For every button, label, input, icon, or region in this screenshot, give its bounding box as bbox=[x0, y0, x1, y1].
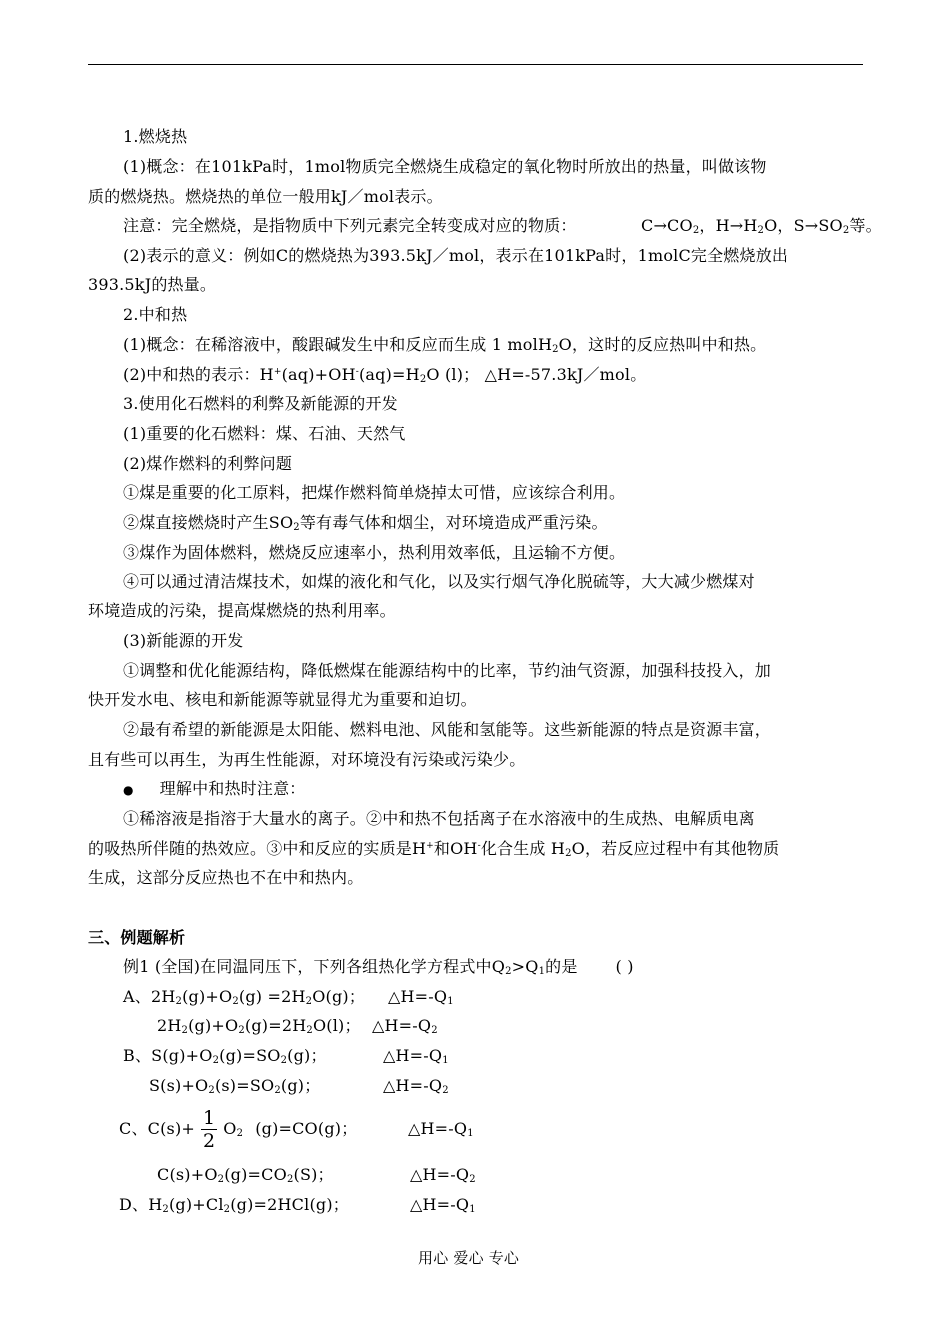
option-d-eq1: D、$H_2(g)+Cl_2(g)=2HCl(g)$； bbox=[119, 1195, 349, 1215]
text-line: 393.5kJ的热量。 bbox=[88, 275, 217, 294]
option-a-eq1: A、$2H_2(g)+O_2(g) =2H_2O(g)$； bbox=[123, 987, 366, 1007]
text-line: (2)煤作燃料的利弊问题 bbox=[123, 454, 293, 473]
text-line: ①煤是重要的化工原料，把煤作燃料简单烧掉太可惜，应该综合利用。 bbox=[123, 483, 626, 502]
option-b-dh2: $\triangle H=-Q_2$ bbox=[383, 1076, 449, 1096]
option-c-eq2: $C(s)+O_2(g)=CO_2(S)$； bbox=[157, 1165, 334, 1185]
text-line: ①调整和优化能源结构，降低燃煤在能源结构中的比率，节约油气资源，加强科技投入，加 bbox=[123, 661, 772, 680]
text-line: 生成，这部分反应热也不在中和热内。 bbox=[88, 868, 364, 887]
option-b-dh1: $\triangle H=-Q_1$ bbox=[383, 1046, 449, 1066]
option-a-eq2: $2H_2(g)+O_2(g)=2H_2O(l)$； bbox=[157, 1016, 361, 1036]
text-line: ③煤作为固体燃料，燃烧反应速率小，热利用效率低，且运输不方便。 bbox=[123, 543, 626, 562]
text-line: ②最有希望的新能源是太阳能、燃料电池、风能和氢能等。这些新能源的特点是资源丰富， bbox=[123, 720, 772, 739]
option-a-dh1: $\triangle H=-Q_1$ bbox=[388, 987, 454, 1007]
option-b-eq1: B、$S(g)+O_2(g)=SO_2(g)$； bbox=[123, 1046, 327, 1066]
text-line: (1)概念：在101kPa时，1mol物质完全燃烧生成稳定的氧化物时所放出的热量，叫做该物 bbox=[123, 157, 767, 176]
note-line: ● 理解中和热时注意： bbox=[123, 779, 306, 798]
heading-combustion-heat: 1.燃烧热 bbox=[123, 127, 188, 146]
text-line: 环境造成的污染，提高煤燃烧的热利用率。 bbox=[88, 601, 396, 620]
section-heading-examples: 三、例题解析 bbox=[88, 928, 186, 947]
option-c-dh2: $\triangle H=-Q_2$ bbox=[410, 1165, 476, 1185]
page-footer: 用心 爱心 专心 bbox=[418, 1249, 520, 1267]
fraction-one-half: $\frac{1}{2}$ bbox=[203, 1107, 216, 1152]
text-line: (3)新能源的开发 bbox=[123, 631, 244, 650]
heading-fossil-fuels: 3.使用化石燃料的利弊及新能源的开发 bbox=[123, 394, 398, 413]
header-rule bbox=[88, 64, 863, 65]
text-line: (1)重要的化石燃料：煤、石油、天然气 bbox=[123, 424, 406, 443]
text-line: (2)表示的意义：例如C的燃烧热为393.5kJ／mol，表示在101kPa时，1molC完全燃烧放出 bbox=[123, 246, 789, 265]
text-line: ②煤直接燃烧时产生$SO_2$等有毒气体和烟尘，对环境造成严重污染。 bbox=[123, 513, 608, 533]
text-line: 质的燃烧热。燃烧热的单位一般用kJ／mol表示。 bbox=[88, 187, 443, 206]
option-d-dh1: $\triangle H=-Q_1$ bbox=[410, 1195, 476, 1215]
bullet-icon: ● bbox=[123, 783, 134, 797]
text-line: 且有些可以再生，为再生性能源，对环境没有污染或污染少。 bbox=[88, 750, 526, 769]
option-c-dh1: $\triangle H=-Q_1$ bbox=[408, 1119, 474, 1139]
text-line: ①稀溶液是指溶于大量水的离子。②中和热不包括离子在水溶液中的生成热、电解质电离 bbox=[123, 809, 755, 828]
heading-neutralization-heat: 2.中和热 bbox=[123, 305, 188, 324]
formula-line: $C\to CO_2$，$H\to H_2O$，$S\to SO_2$等。 bbox=[641, 216, 882, 236]
text-line: 快开发水电、核电和新能源等就显得尤为重要和迫切。 bbox=[88, 690, 477, 709]
text-line: (1)概念：在稀溶液中，酸跟碱发生中和反应而生成 1 molH$_2$O，这时的反应热叫中和热。 bbox=[123, 335, 767, 355]
text-line: 的吸热所伴随的热效应。③中和反应的实质是H+和OH-化合生成 $H_2O$，若反应过程中有其他物质 bbox=[88, 839, 780, 859]
text-line: 注意：完全燃烧，是指物质中下列元素完全转变成对应的物质： bbox=[123, 216, 577, 235]
option-b-eq2: $S(s)+O_2(s)=SO_2(g)$； bbox=[149, 1076, 321, 1096]
option-c-eq1: C、C(s)+ $\frac{1}{2}$ $O_2$ (g)=CO(g)； bbox=[119, 1107, 358, 1152]
text-line: ④可以通过清洁煤技术，如煤的液化和气化，以及实行烟气净化脱硫等，大大减少燃煤对 bbox=[123, 572, 755, 591]
option-a-dh2: $\triangle H=-Q_2$ bbox=[372, 1016, 438, 1036]
text-line: (2)中和热的表示：$H^+(aq)+OH^-(aq)=H_2O$ (l)； △H=-57.3kJ／mol。 bbox=[123, 365, 647, 385]
question-1: 例1 (全国)在同温同压下，下列各组热化学方程式中$Q_2>Q_1$的是 ( ) bbox=[123, 957, 634, 977]
